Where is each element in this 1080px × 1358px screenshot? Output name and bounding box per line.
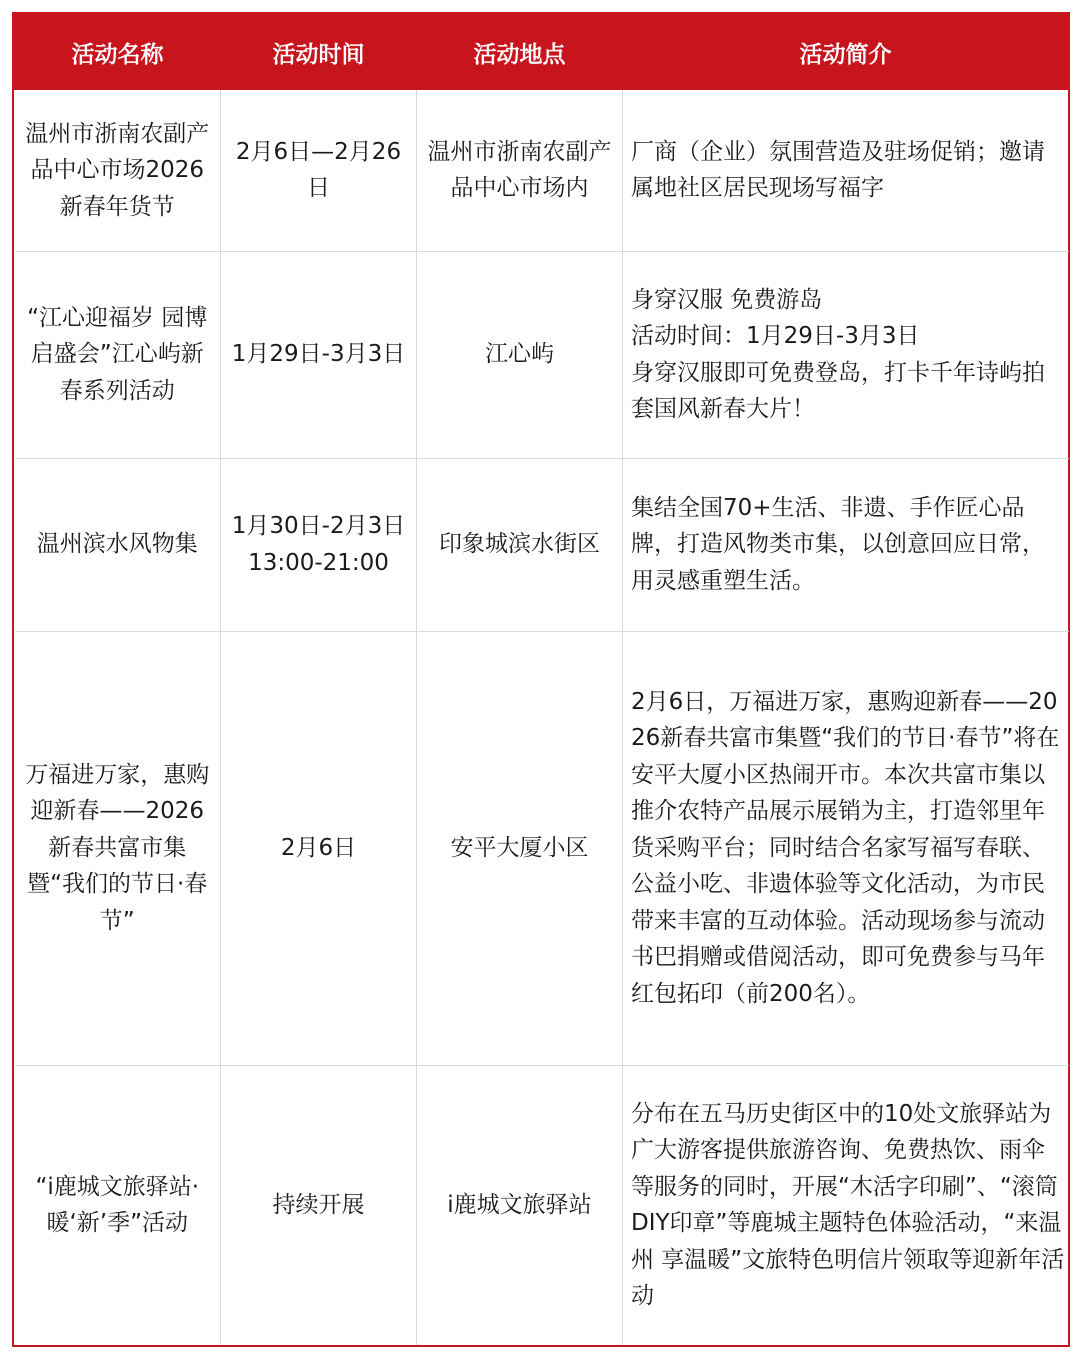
intro-line: 活动时间：1月29日-3月3日 [631, 323, 920, 349]
activity-table [14, 14, 1069, 1345]
activity-place-cell: 印象城滨水街区 [417, 458, 623, 631]
activity-name-cell: “江心迎福岁 园博启盛会”江心屿新春系列活动 [15, 251, 221, 458]
table-row [15, 1065, 1069, 1345]
activity-place-cell: 温州市浙南农副产品中心市场内 [417, 90, 623, 251]
activity-intro-cell [623, 1065, 1069, 1345]
activity-time-cell: 1月30日-2月3日 13:00-21:00 [221, 458, 417, 631]
activity-intro-cell [623, 90, 1069, 251]
activity-place-cell: i鹿城文旅驿站 [417, 1065, 623, 1345]
activity-intro-cell [623, 458, 1069, 631]
table-row [15, 251, 1069, 458]
header-activity-intro: 活动简介 [623, 14, 1069, 90]
activity-name-cell: 温州市浙南农副产品中心市场2026新春年货节 [15, 90, 221, 251]
activity-intro-cell [623, 631, 1069, 1065]
intro-line: 2月6日，万福进万家，惠购迎新春——2026新春共富市集暨“我们的节日·春节”将在安平大厦小区热闹开市。本次共富市集以推介农特产品展示展销为主，打造邻里年货采购平台；同时结合名家写福写春联、公益小吃、非遗体验等文化活动，为市民带来丰富的互动体验。活动现场参与流动书巴捐赠或借阅活动，即可免费参与马年红包拓印（前200名）。 [631, 688, 1060, 1007]
intro-line: 身穿汉服即可免费登岛，打卡千年诗屿拍套国风新春大片！ [631, 359, 1045, 422]
table-header-row [15, 14, 1069, 90]
activity-time-cell: 1月29日-3月3日 [221, 251, 417, 458]
intro-line: 分布在五马历史街区中的10处文旅驿站为广大游客提供旅游咨询、免费热饮、雨伞等服务的同时，开展“木活字印刷”、“滚筒DIY印章”等鹿城主题特色体验活动，“来温州 享温暖”文旅特色明信片领取等迎新年活动 [631, 1100, 1065, 1310]
intro-line: 集结全国70+生活、非遗、手作匠心品牌，打造风物类市集，以创意回应日常，用灵感重塑生活。 [631, 494, 1045, 594]
activity-table-frame [12, 12, 1070, 1347]
activity-name-cell: 万福进万家，惠购迎新春——2026新春共富市集暨“我们的节日·春节” [15, 631, 221, 1065]
activity-name-cell: “i鹿城文旅驿站·暖‘新’季”活动 [15, 1065, 221, 1345]
activity-name-cell: 温州滨水风物集 [15, 458, 221, 631]
table-row [15, 631, 1069, 1065]
table-row [15, 458, 1069, 631]
activity-time-cell: 持续开展 [221, 1065, 417, 1345]
header-activity-name: 活动名称 [15, 14, 221, 90]
activity-time-cell: 2月6日—2月26日 [221, 90, 417, 251]
intro-line: 身穿汉服 免费游岛 [631, 286, 823, 313]
table-row [15, 90, 1069, 251]
activity-intro-cell [623, 251, 1069, 458]
intro-line: 厂商（企业）氛围营造及驻场促销；邀请属地社区居民现场写福字 [631, 138, 1045, 202]
activity-time-cell: 2月6日 [221, 631, 417, 1065]
activity-place-cell: 安平大厦小区 [417, 631, 623, 1065]
header-activity-place: 活动地点 [417, 14, 623, 90]
activity-place-cell: 江心屿 [417, 251, 623, 458]
header-activity-time: 活动时间 [221, 14, 417, 90]
